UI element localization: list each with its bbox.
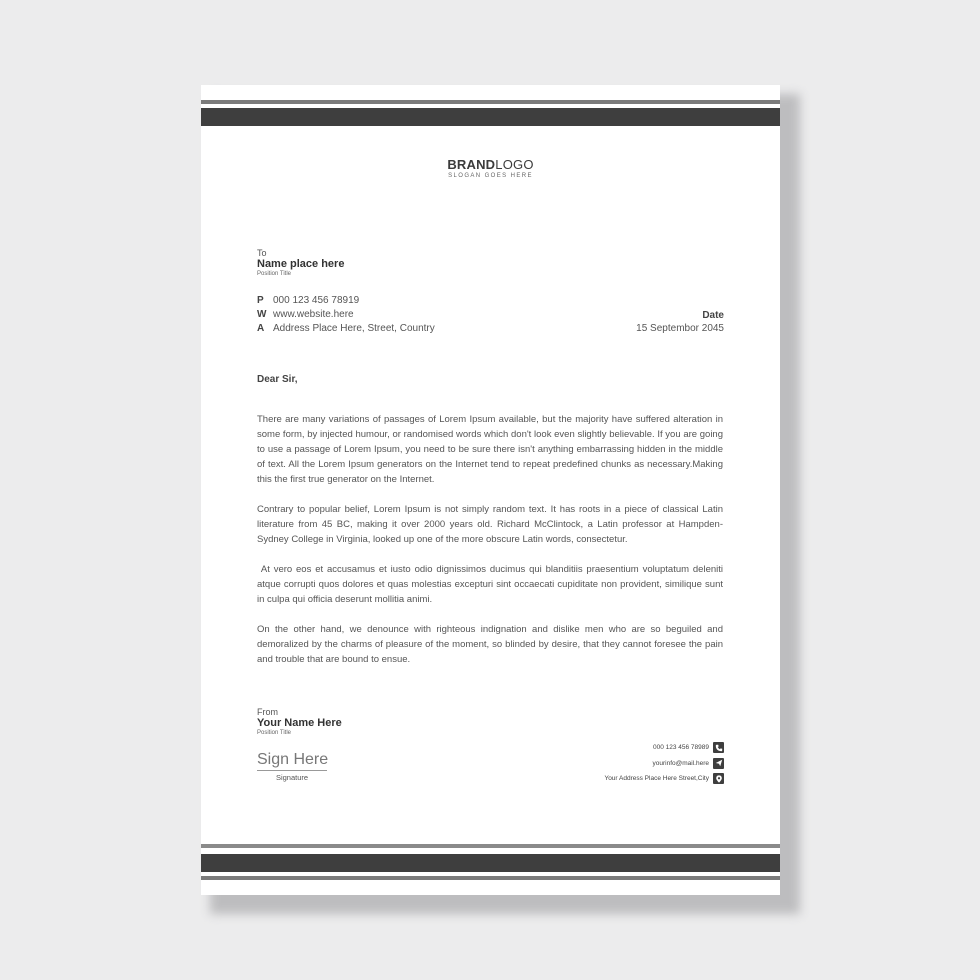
footer-thin-bar (201, 876, 780, 880)
contact-key: W (257, 309, 267, 320)
contact-key: P (257, 295, 264, 306)
sender-position: Position Title (257, 730, 292, 736)
recipient-position: Position Title (257, 271, 292, 277)
letterhead-page (201, 85, 780, 895)
logo-text (201, 157, 780, 172)
signature-block (257, 751, 327, 782)
salutation: Dear Sir, (257, 374, 298, 385)
date-label: Date (702, 310, 724, 321)
brand-logo (201, 157, 780, 179)
contact-row-address (257, 323, 435, 337)
recipient-block (257, 248, 344, 277)
footer-top-thin-bar (201, 844, 780, 848)
logo-brand-bold: BRAND (447, 157, 496, 172)
contact-value: www.website.here (273, 309, 354, 320)
footer-thick-bar (201, 854, 780, 872)
footer-contact-phone (604, 740, 724, 756)
header-thin-bar (201, 100, 780, 104)
contact-row-website (257, 309, 435, 323)
phone-icon (713, 742, 724, 753)
contact-list (257, 295, 435, 337)
footer-contact-text: yourinfo@mail.here (652, 759, 709, 767)
to-label: To (257, 248, 267, 258)
contact-value: Address Place Here, Street, Country (273, 323, 435, 334)
date-block (636, 310, 724, 334)
body-paragraph: At vero eos et accusamus et iusto odio dignissimos ducimus qui blanditiis praesentium voluptatum deleniti atque corrupti quos dolores et quas molestias excepturi sint occaecati cupiditate non provident, similique sunt in culpa qui officia deserunt mollitia animi. (257, 564, 726, 605)
body-paragraph: On the other hand, we denounce with righteous indignation and dislike men who are so beguiled and demoralized by the charms of pleasure of the moment, so blinded by desire, that they cannot foresee the pain and trouble that are bound to ensue. (257, 624, 723, 665)
footer-contact-text: Your Address Place Here Street,City (604, 775, 709, 783)
footer-contacts (604, 740, 724, 787)
send-icon (713, 758, 724, 769)
footer-contact-mail (604, 756, 724, 772)
from-label: From (257, 707, 278, 717)
contact-row-phone (257, 295, 435, 309)
header-thick-bar (201, 108, 780, 126)
location-icon (713, 773, 724, 784)
date-value: 15 Septembor 2045 (636, 323, 724, 334)
sender-block (257, 707, 342, 736)
logo-brand-thin: LOGO (495, 157, 534, 172)
sender-name: Your Name Here (257, 717, 342, 729)
body-paragraph: There are many variations of passages of Lorem Ipsum available, but the majority have suffered alteration in some form, by injected humour, or randomised words which don't look even slightly believable. If you are going to use a passage of Lorem Ipsum, you need to be sure there isn't anything embarrassing hidden in the middle of text. All the Lorem Ipsum generators on the Internet tend to repeat predefined chunks as necessary.Making this the first true generator on the Internet. (257, 414, 723, 485)
contact-key: A (257, 323, 265, 334)
letter-body (257, 412, 726, 682)
signature-label: Signature (275, 773, 309, 782)
recipient-name: Name place here (257, 258, 345, 270)
body-paragraph: Contrary to popular belief, Lorem Ipsum is not simply random text. It has roots in a piece of classical Latin literature from 45 BC, making it over 2000 years old. Richard McClintock, a Latin professor at Hampden-Sydney College in Virginia, looked up one of the more obscure Latin words, consectetur. (257, 504, 723, 545)
footer-contact-text: 000 123 456 78989 (652, 744, 709, 752)
footer-contact-address (604, 771, 724, 787)
contact-value: 000 123 456 78919 (273, 295, 360, 306)
signature-line: Sign Here (257, 751, 327, 771)
logo-slogan: SLOGAN GOES HERE (448, 173, 533, 179)
